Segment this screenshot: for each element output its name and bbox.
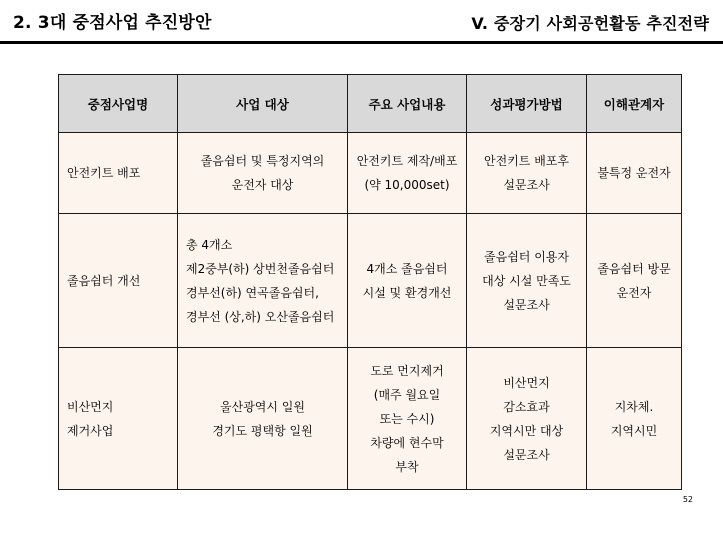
cell-target: 울산광역시 일원 경기도 평택항 일원: [178, 348, 348, 490]
page-number: 52: [682, 495, 693, 504]
cell-evaluation-method: 안전키트 배포후 설문조사: [467, 133, 587, 214]
cell-stakeholders: 불특정 운전자: [587, 133, 682, 214]
slide-header: [0, 0, 723, 44]
cell-evaluation-method: 비산먼지 감소효과 지역시만 대상 설문조사: [467, 348, 587, 490]
key-projects-table: [58, 74, 682, 490]
table-header-row: [59, 75, 682, 133]
cell-stakeholders: 지차체. 지역시민: [587, 348, 682, 490]
cell-evaluation-method: 졸음쉼터 이용자 대상 시설 만족도 설문조사: [467, 214, 587, 348]
header-target: 사업 대상: [178, 75, 348, 133]
cell-project-name: 졸음쉼터 개선: [59, 214, 178, 348]
cell-main-content: 안전키트 제작/배포 (약 10,000set): [348, 133, 467, 214]
header-main-content: 주요 사업내용: [348, 75, 467, 133]
header-divider: [0, 41, 723, 44]
cell-target: 총 4개소 제2중부(하) 상번천졸음쉼터 경부선(하) 연곡졸음쉼터, 경부선 (상,하) 오산졸음쉼터: [178, 214, 348, 348]
header-stakeholders: 이해관계자: [587, 75, 682, 133]
cell-stakeholders: 졸음쉼터 방문 운전자: [587, 214, 682, 348]
header-evaluation-method: 성과평가방법: [467, 75, 587, 133]
cell-project-name: 비산먼지 제거사업: [59, 348, 178, 490]
cell-main-content: 도로 먼지제거 (매주 월요일 또는 수시) 차량에 현수막 부착: [348, 348, 467, 490]
table-row: [59, 133, 682, 214]
header-project-name: 중점사업명: [59, 75, 178, 133]
cell-target: 졸음쉼터 및 특정지역의 운전자 대상: [178, 133, 348, 214]
cell-project-name: 안전키트 배포: [59, 133, 178, 214]
table-row: [59, 214, 682, 348]
table-row: [59, 348, 682, 490]
chapter-title: V. 중장기 사회공헌활동 추진전략: [471, 14, 709, 33]
cell-main-content: 4개소 졸음쉼터 시설 및 환경개선: [348, 214, 467, 348]
section-title: 2. 3대 중점사업 추진방안: [13, 13, 212, 33]
